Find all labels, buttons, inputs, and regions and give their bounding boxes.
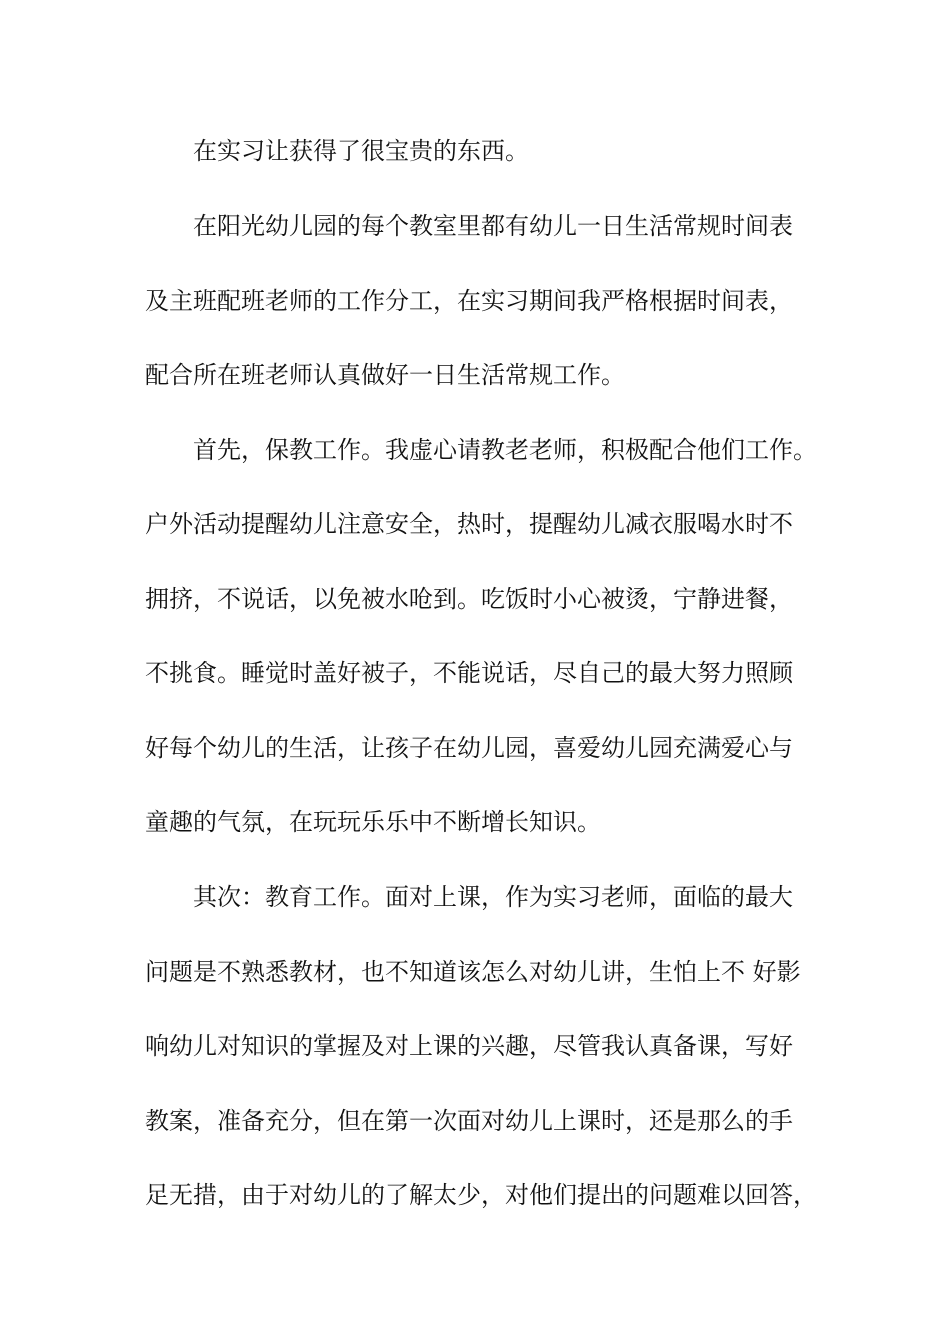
paragraph-line: 拥挤，不说话，以免被水呛到。吃饭时小心被烫，宁静进餐，	[145, 585, 793, 613]
paragraph-line: 问题是不熟悉教材，也不知道该怎么对幼儿讲，生怕上不 好影	[145, 958, 801, 986]
paragraph-line: 教案，准备充分，但在第一次面对幼儿上课时，还是那么的手	[145, 1107, 793, 1135]
paragraph-line: 好每个幼儿的生活，让孩子在幼儿园，喜爱幼儿园充满爱心与	[145, 734, 793, 762]
paragraph-line: 在阳光幼儿园的每个教室里都有幼儿一日生活常规时间表	[193, 212, 793, 240]
paragraph-line: 及主班配班老师的工作分工，在实习期间我严格根据时间表，	[145, 287, 793, 315]
paragraph-line: 户外活动提醒幼儿注意安全，热时，提醒幼儿减衣服喝水时不	[145, 510, 793, 538]
paragraph-line: 其次：教育工作。面对上课，作为实习老师，面临的最大	[193, 883, 793, 911]
paragraph-line: 足无措，由于对幼儿的了解太少，对他们提出的问题难以回答，	[145, 1181, 817, 1209]
paragraph-line: 在实习让获得了很宝贵的东西。	[193, 137, 529, 165]
paragraph-line: 不挑食。睡觉时盖好被子，不能说话，尽自己的最大努力照顾	[145, 659, 793, 687]
paragraph-line: 配合所在班老师认真做好一日生活常规工作。	[145, 361, 625, 389]
paragraph-line: 首先，保教工作。我虚心请教老老师，积极配合他们工作。	[193, 436, 817, 464]
paragraph-line: 童趣的气氛，在玩玩乐乐中不断增长知识。	[145, 808, 601, 836]
paragraph-line: 响幼儿对知识的掌握及对上课的兴趣，尽管我认真备课，写好	[145, 1032, 793, 1060]
